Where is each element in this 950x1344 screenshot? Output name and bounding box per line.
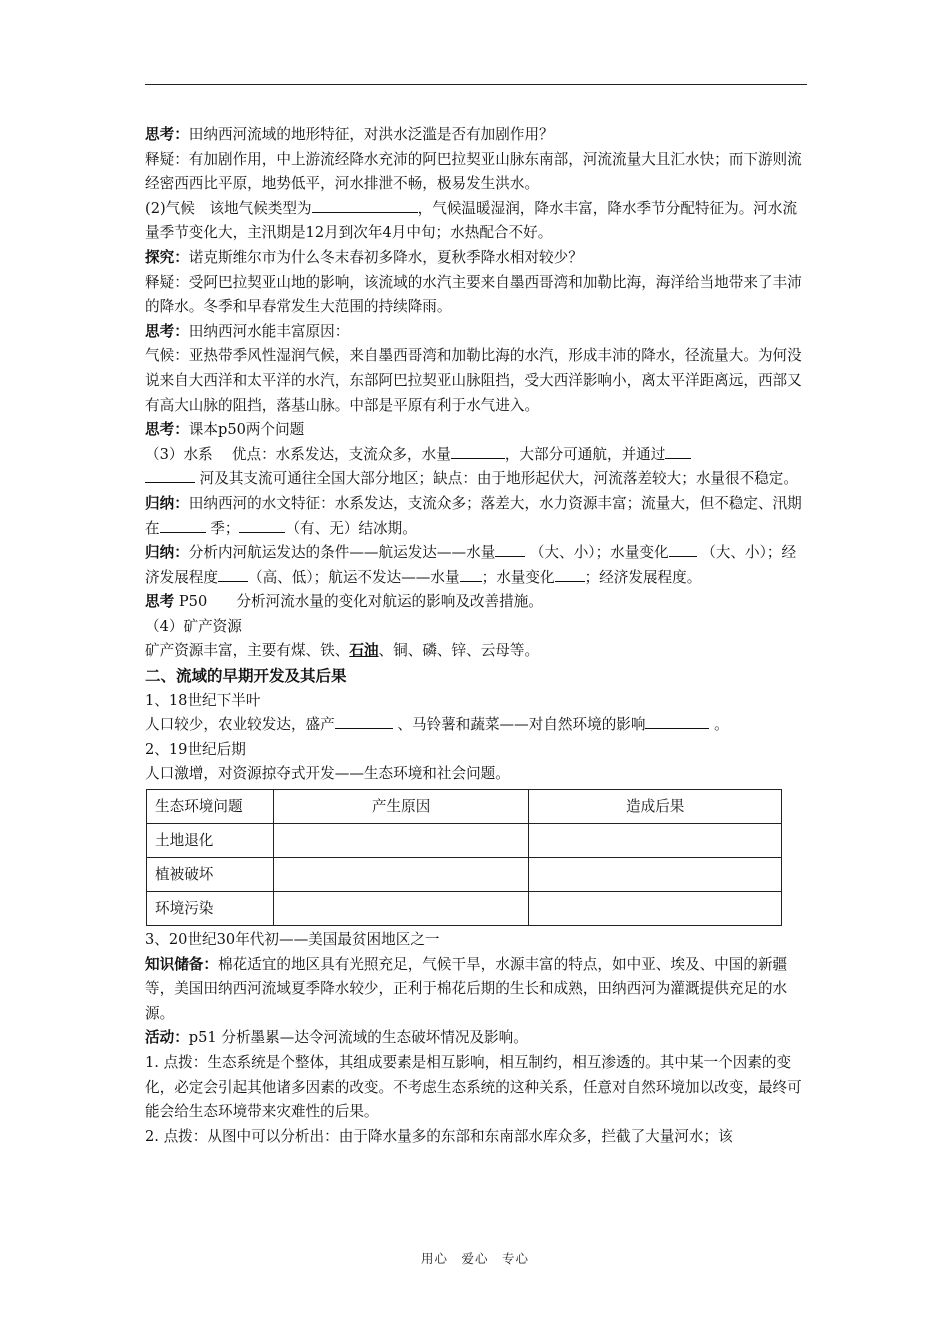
- table-cell-blank[interactable]: [273, 824, 529, 858]
- blank-change-1[interactable]: [669, 541, 697, 557]
- subsection-19th-century: 2、19世纪后期: [145, 740, 246, 758]
- section-heading: 二、流域的早期开发及其后果: [145, 666, 347, 686]
- paragraph-minerals: [145, 639, 810, 664]
- blank-volume-2[interactable]: [460, 566, 482, 582]
- paragraph-answer-terrain: 释疑：有加剧作用，中上游流经降水充沛的阿巴拉契亚山脉东南部，河流流量大且汇水快；而下游则流经密西西比平原，地势低平，河水排泄不畅，极易发生洪水。: [145, 150, 802, 193]
- text-segment: 。河水流量季节变化大，主汛期是12月到次年4月中旬；水热配合不好。: [145, 199, 798, 242]
- label-think: 思考：: [145, 322, 189, 340]
- paragraph-think-textbook: [145, 418, 810, 443]
- label-think: 思考：: [145, 126, 189, 143]
- table-row: [147, 858, 782, 892]
- blank-crop[interactable]: [335, 713, 393, 729]
- paragraph-text: 诺克斯维尔市为什么冬末春初多降水，夏秋季降水相对较少？: [188, 248, 583, 266]
- text-segment: 人口较少，农业较发达，盛产: [145, 716, 335, 734]
- paragraph-text: p51 分析墨累—达令河流域的生态破坏情况及影响。: [188, 1029, 528, 1047]
- blank-water-volume[interactable]: [451, 443, 505, 459]
- text-segment: ；经济发展程度: [584, 568, 687, 586]
- text-segment: （有、无）结冰期。: [285, 519, 417, 537]
- label-summary: 归纳：: [145, 494, 189, 512]
- text-segment: 。: [686, 568, 702, 586]
- blank-impact[interactable]: [645, 713, 709, 729]
- table-header-row: [147, 790, 782, 824]
- text-segment: 河及其支流可通往全国大部分地区；缺点：由于地形起伏大，河流落差较大；水量很不稳定。: [199, 470, 798, 488]
- blank-climate-type[interactable]: [312, 197, 418, 213]
- eco-problem-table: [146, 789, 782, 926]
- paragraph-knowledge: [145, 953, 810, 1027]
- blank-flood-season[interactable]: [160, 517, 206, 533]
- paragraph-climate: [145, 197, 810, 246]
- table-cell: 环境污染: [147, 892, 274, 926]
- text-segment: 田纳西河的水文特征：水系发达，支流众多；落差大，水力资源丰富；流量大，但不稳定、汛期在: [145, 494, 802, 537]
- label-knowledge: 知识储备：: [145, 955, 218, 973]
- table-row: [147, 824, 782, 858]
- page-footer: 用心 爱心 专心: [420, 1251, 529, 1266]
- blank-river-name-b[interactable]: [145, 467, 195, 483]
- paragraph-text: 田纳西河流域的地形特征，对洪水泛滥是否有加剧作用？: [188, 126, 554, 143]
- paragraph-text: 棉花适宜的地区具有光照充足，气候干旱，水源丰富的特点，如中亚、埃及、中国的新疆等，美国田纳西河流域夏季降水较少，正利于棉花后期的生长和成熟，田纳西河为灌溉提供充足的水源。: [145, 955, 788, 1022]
- paragraph-think-hydro: [145, 320, 810, 345]
- document-body: [145, 123, 810, 1149]
- blank-change-2[interactable]: [555, 566, 585, 582]
- paragraph-19th-century: 人口激增，对资源掠夺式开发——生态环境和社会问题。: [145, 765, 510, 783]
- label-think: 思考: [145, 593, 175, 611]
- paragraph-text: 课本p50两个问题: [188, 421, 305, 439]
- paragraph-think-terrain: [145, 123, 810, 148]
- label-think: 思考：: [145, 421, 189, 439]
- text-segment: （3）水系 优点：水系发达，支流众多，水量: [145, 445, 451, 463]
- paragraph-hint-2: 2. 点拨：从图中可以分析出：由于降水量多的东部和东南部水库众多，拦截了大量河水；该: [145, 1127, 733, 1145]
- paragraph-activity: [145, 1026, 810, 1051]
- text-petroleum: 石油: [349, 642, 379, 660]
- blank-economy-1[interactable]: [218, 566, 248, 582]
- text-segment: ，大部分可通航，并通过: [504, 445, 666, 463]
- header-rule: [145, 84, 807, 85]
- blank-freeze-period[interactable]: [239, 517, 285, 533]
- table-cell-blank[interactable]: [529, 858, 782, 892]
- paragraph-minerals-title: （4）矿产资源: [145, 617, 242, 635]
- subsection-1930s: 3、20世纪30年代初——美国最贫困地区之一: [145, 931, 440, 949]
- blank-volume-1[interactable]: [495, 541, 525, 557]
- text-segment: 季；: [210, 519, 240, 537]
- blank-river-name-a[interactable]: [665, 443, 691, 459]
- table-cell-blank[interactable]: [529, 892, 782, 926]
- subsection-18th-century: 1、18世纪下半叶: [145, 691, 261, 709]
- paragraph-river-system: [145, 443, 810, 492]
- label-summary: 归纳：: [145, 544, 189, 562]
- table-header-cell: 生态环境问题: [147, 790, 274, 824]
- table-header-cell: 产生原因: [273, 790, 529, 824]
- text-segment: (2)气候 该地气候类型为: [145, 199, 312, 217]
- label-activity: 活动：: [145, 1029, 189, 1047]
- paragraph-hint-1: 1. 点拨：生态系统是个整体，其组成要素是相互影响，相互制约，相互渗透的。其中某一个因素的变化，必定会引起其他诸多因素的改变。不考虑生态系统的这种关系，任意对自然环境加以改变，最终可能会给生态环境带来灾难性的后果。: [145, 1054, 802, 1121]
- paragraph-climate-reason: 气候：亚热带季风性湿润气候，来自墨西哥湾和加勒比海的水汽，形成丰沛的降水，径流量大。为何没说来自大西洋和太平洋的水汽，东部阿巴拉契亚山脉阻挡，受大西洋影响小，离太平洋距离远，西部又有高大山脉的阻挡，落基山脉。中部是平原有利于水气进入。: [145, 347, 802, 414]
- table-cell-blank[interactable]: [529, 824, 782, 858]
- text-segment: ，气候温暖湿润，降水丰富，降水季节分配特征为: [417, 199, 739, 217]
- text-segment: ；水量变化: [481, 568, 555, 586]
- paragraph-text: 田纳西河水能丰富原因：: [188, 322, 350, 340]
- text-segment: 、铜、磷、锌、云母等。: [378, 642, 540, 660]
- text-segment: （大、小）；水量变化: [529, 544, 669, 562]
- paragraph-think-p50: [145, 590, 810, 615]
- text-segment: （高、低）；航运不发达——水量: [247, 568, 460, 586]
- table-cell: 土地退化: [147, 824, 274, 858]
- table-cell-blank[interactable]: [273, 892, 529, 926]
- paragraph-explore: [145, 246, 810, 271]
- text-segment: 、马铃薯和蔬菜——对自然环境的影响: [397, 716, 646, 734]
- paragraph-text: P50 分析河流水量的变化对航运的影响及改善措施。: [178, 593, 543, 611]
- text-segment: 分析内河航运发达的条件——航运发达——水量: [188, 544, 496, 562]
- table-row: [147, 892, 782, 926]
- text-segment: （大、小）；经济发展程度: [145, 544, 797, 586]
- paragraph-summary-hydro: [145, 492, 810, 541]
- paragraph-18th-century: [145, 713, 810, 738]
- text-segment: 矿产资源丰富，主要有煤、铁、: [145, 642, 350, 660]
- label-explore: 探究：: [145, 248, 189, 266]
- table-cell: 植被破坏: [147, 858, 274, 892]
- text-segment: 。: [714, 716, 729, 734]
- table-header-cell: 造成后果: [529, 790, 782, 824]
- paragraph-answer-rain: 释疑：受阿巴拉契亚山地的影响，该流域的水汽主要来自墨西哥湾和加勒比海，海洋给当地带来了丰沛的降水。冬季和早春常发生大范围的持续降雨。: [145, 273, 802, 316]
- table-cell-blank[interactable]: [273, 858, 529, 892]
- paragraph-summary-navigation: [145, 541, 810, 590]
